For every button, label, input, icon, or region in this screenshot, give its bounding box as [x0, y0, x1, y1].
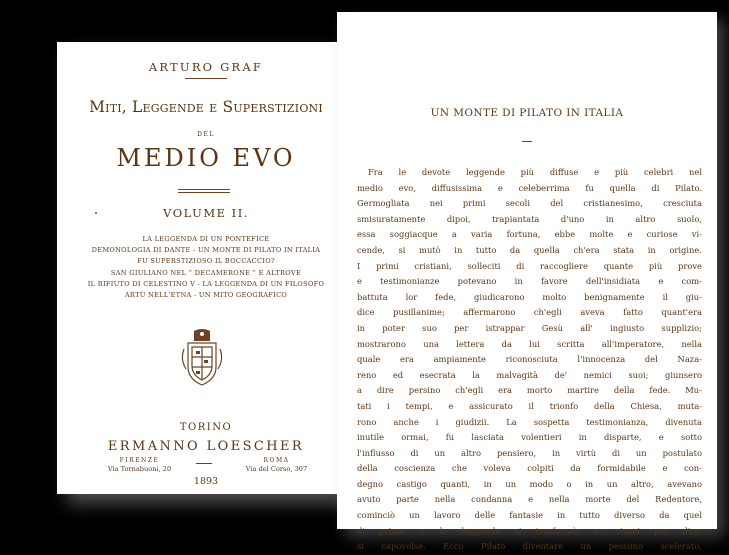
text-line: a dire persino ch'egli era morto martire della fede. Mu-	[357, 385, 702, 396]
text-line: essa soggiacque a varia fortuna, ebbe molte e curiose vi-	[357, 229, 702, 240]
contents-item: IL RIFIUTO DI CELESTINO V - LA LEGGENDA DI UN FILOSOFO	[87, 279, 325, 288]
branch-city: FIRENZE	[119, 457, 160, 464]
publisher-crest-icon	[180, 329, 224, 389]
text-line: inutile ormai, fu lasciata volentieri in disparte, e sotto	[357, 432, 702, 443]
branch-address: Via Tornabuoni, 20	[107, 465, 172, 473]
text-line: degno castigo quanti, in un modo o in un altro, avevano	[357, 478, 702, 489]
text-line: si capovolse. Ecco Pilato diventare un pessimo scelerato,	[357, 541, 702, 552]
publication-place: TORINO	[179, 422, 233, 433]
contents-item: ARTÙ NELL'ETNA - UN MITO GEOGRAFICO	[124, 291, 288, 300]
text-line: cende, si mutò in tutto da quella ch'era stata in origine.	[357, 244, 702, 255]
title-page	[57, 42, 355, 494]
text-line: reno ed esecrata la malvagità de' nemici suoi; giunsero	[357, 369, 702, 380]
text-line: smisuratamente dipoi, trapiantata d'uno in altro suolo,	[357, 213, 702, 224]
text-line: mostrarono una lettera da lui scritta all'imperatore, nella	[357, 338, 702, 349]
divider-rule	[178, 189, 230, 190]
divider-dash	[522, 141, 532, 142]
text-line: e testimonianze potevano in favore dell'insidiata e com-	[357, 276, 702, 287]
text-line: Fra le devote leggende più diffuse e più celebri nel	[368, 167, 702, 177]
text-page	[337, 12, 717, 552]
divider-dash	[196, 463, 212, 464]
text-line: quale era ampiamente riconosciuta l'innocenza del Naza-	[357, 354, 702, 365]
chapter-title: UN MONTE DI PILATO IN ITALIA	[430, 107, 624, 119]
divider-rule	[185, 78, 227, 79]
text-line: avuto parte nella condanna e nella morte del Redentore,	[357, 494, 702, 505]
text-line: rono anche i giudizii. La sospetta testimonianza, divenuta	[357, 416, 702, 427]
branch-left	[97, 457, 182, 473]
branch-address: Via del Corso, 307	[245, 465, 308, 473]
text-line: tati i tempi, e assicurato il trionfo della Chiesa, muta-	[357, 400, 702, 411]
publisher-name: ERMANNO LOESCHER	[107, 439, 305, 454]
text-line: cominciò un lavoro delle fantasie in tutto diverso da quel	[357, 510, 702, 521]
text-line: I primi cristiani, solleciti di raccogliere quante più prove	[357, 260, 702, 271]
contents-item: FU SUPERSTIZIOSO IL BOCCACCIO?	[137, 257, 275, 266]
text-line: Germogliata nei primi secoli del cristianesimo, cresciuta	[357, 198, 702, 209]
contents-list	[57, 234, 355, 301]
divider-rule	[178, 192, 230, 193]
branch-right	[229, 457, 324, 473]
branch-city: ROMA	[263, 457, 290, 464]
text-line: medio evo, diffusissima e celeberrima fu quella di Pilato.	[357, 182, 702, 193]
book-title-line2: MEDIO EVO	[116, 144, 296, 172]
body-text	[357, 165, 702, 555]
contents-item: DEMONOLOGIA DI DANTE - UN MONTE DI PILATO IN ITALIA	[91, 246, 321, 255]
author-name: ARTURO GRAF	[148, 60, 264, 74]
publication-year: 1893	[193, 476, 219, 487]
contents-item: LA LEGGENDA DI UN PONTEFICE	[142, 235, 270, 243]
text-line: dice pusillanime; affermarono ch'egli aveva fatto quant'era	[357, 307, 702, 318]
title-connector: DEL	[197, 131, 215, 138]
text-line: di prima, e la leggenda si trasformò, e, starei per dire,	[357, 525, 702, 536]
text-line: in poter suo per istrappar Gesù all' ingiusto supplizio;	[357, 322, 702, 333]
contents-item: SAN GIULIANO NEL “ DECAMERONE ” E ALTROVE	[110, 268, 302, 277]
volume-label: VOLUME II.	[163, 206, 249, 220]
text-line: della coscienza che voleva colpiti da formidabile e con-	[357, 463, 702, 474]
book-title-line1: Miti, Leggende e Superstizioni	[89, 98, 323, 116]
text-line: l'influsso di un altro pensiero, in virtù di un postulato	[357, 447, 702, 458]
text-line: battuta lor fede, giudicarono molto benignamente il giu-	[357, 291, 702, 302]
